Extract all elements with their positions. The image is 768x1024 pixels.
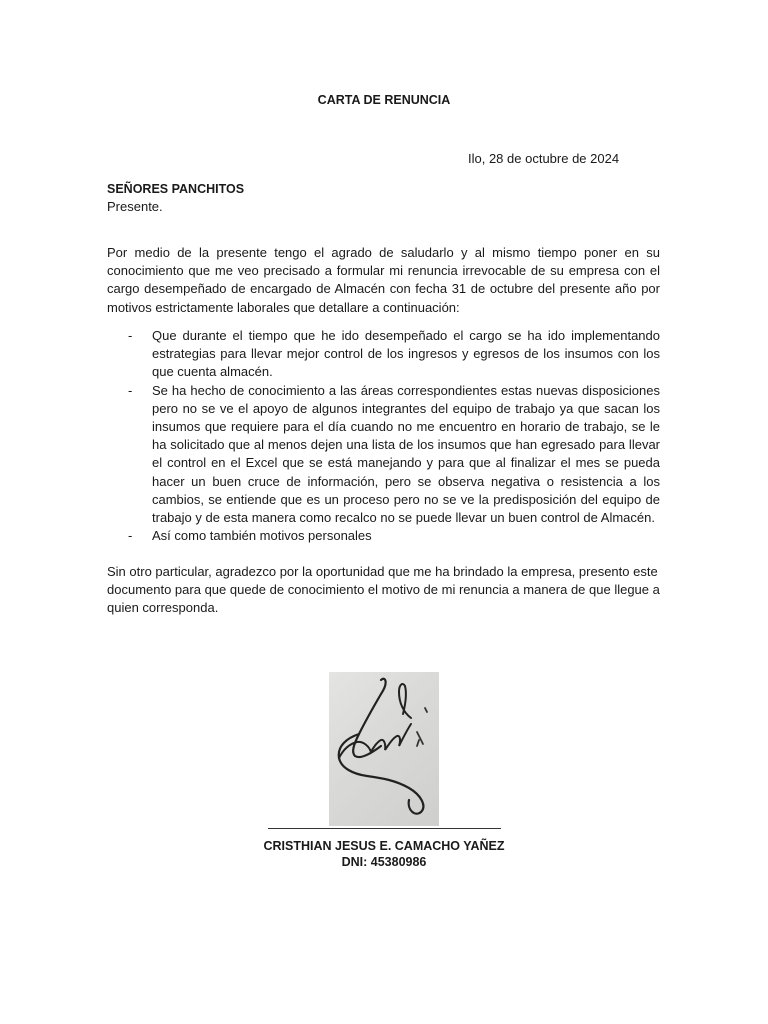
recipient-salutation: Presente. (107, 199, 163, 214)
list-item (107, 382, 660, 528)
list-item (107, 527, 660, 545)
list-item-text: Se ha hecho de conocimiento a las áreas correspondientes estas nuevas disposiciones pero no se ve el apoyo de algunos integrantes del equipo de trabajo ya que sacan los insumos que requiere para el día cuando no me encuentro en horario de trabajo, se le ha solicitado que al menos dejen una lista de los insumos que han egresado para llevar el control en el Excel que se está manejando y para que al finalizar el mes se pueda hacer un buen cruce de información, pero se observa negativa o resistencia a los cambios, se entiende que es un proceso pero no se ve la predisposición del equipo de trabajo y de esta manera como recalco no se puede llevar un buen control de Almacén. (152, 382, 660, 526)
recipient-block (107, 180, 244, 216)
letter-title: CARTA DE RENUNCIA (317, 93, 451, 107)
closing-paragraph: Sin otro particular, agradezco por la oportunidad que me ha brindado la empresa, presento este documento para que quede de conocimiento el motivo de mi renuncia a manera de que llegue a quien corresponda. (107, 564, 660, 616)
list-item-text: Que durante el tiempo que he ido desempeñado el cargo se ha ido implementando estrategias para llevar mejor control de los ingresos y egresos de los insumos con los que cuenta almacén. (152, 328, 660, 380)
reasons-list (107, 327, 660, 545)
bullet-dash: - (128, 328, 133, 343)
list-item (107, 327, 660, 382)
signer-id: DNI: 45380986 (341, 855, 427, 869)
list-item-text: Así como también motivos personales (152, 528, 372, 544)
signature-line (268, 828, 501, 829)
signer-block (0, 838, 768, 870)
recipient-name: SEÑORES PANCHITOS (107, 182, 245, 196)
intro-paragraph: Por medio de la presente tengo el agrado de saludarlo y al mismo tiempo poner en su conocimiento que me veo precisado a formular mi renuncia irrevocable de su empresa con el cargo desempeñado de encargado de Almacén con fecha 31 de octubre del presente año por motivos estrictamente laborales que detallare a continuación: (107, 245, 660, 315)
bullet-dash: - (128, 528, 133, 544)
letter-date: Ilo, 28 de octubre de 2024 (468, 151, 620, 166)
signer-name: CRISTHIAN JESUS E. CAMACHO YAÑEZ (263, 839, 505, 853)
bullet-dash: - (128, 382, 133, 398)
handwritten-signature-icon (329, 672, 439, 826)
signature-image (329, 672, 439, 826)
